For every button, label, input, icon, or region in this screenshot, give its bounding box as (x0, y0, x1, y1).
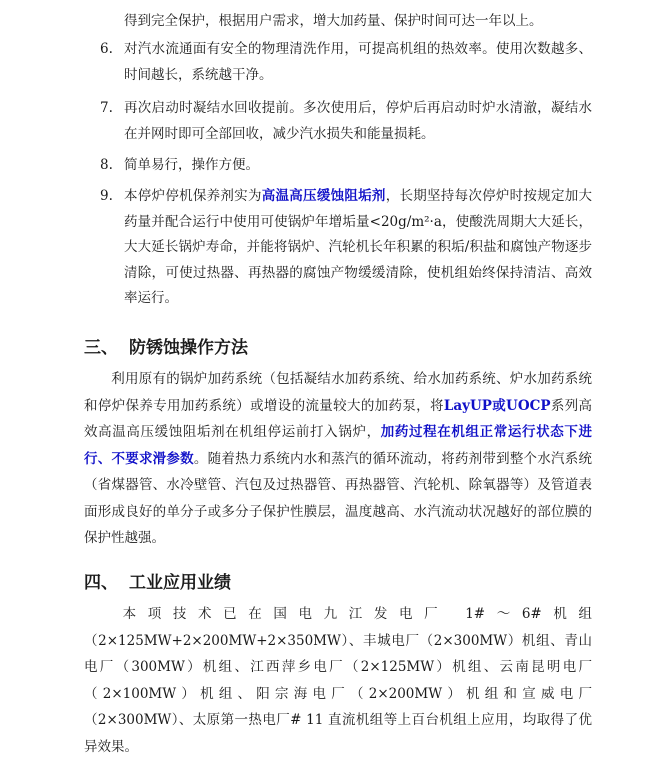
highlight-series-name: LayUP或UOCP (443, 397, 551, 414)
highlight-dosing-note: 加药过程在机组正常运行状态下进行、不要求滑参数 (84, 424, 593, 467)
item-text: 简单易行，操作方便。 (124, 157, 259, 173)
item-number: 9. (100, 188, 113, 204)
paragraph-text: 系列高效高温高压缓蚀阻垢剂在机组停运前打入锅炉， (84, 397, 593, 440)
paragraph-text: 。随着热力系统内水和蒸汽的循环流动，将药剂带到整个水汽系统（省煤器管、水冷壁管、汽包及过热器管、再热器管、汽轮机、除氧器等）及管道表面形成良好的单分子或多分子保护性膜层，温度越高、水汽流动状况越好的部位膜的保护性越强。 (84, 450, 593, 546)
item-number: 7. (100, 100, 113, 116)
item-text: 再次启动时凝结水回收提前。多次使用后，停炉后再启动时炉水清澈，凝结水在并网时即可全部回收，减少汽水损失和能量损耗。 (124, 100, 592, 142)
section-title: 防锈蚀操作方法 (129, 338, 248, 358)
item-text-part: 本停炉停机保养剂实为 (124, 188, 262, 204)
continuation-line: 得到完全保护，根据用户需求，增大加药量、保护时间可达一年以上。 (124, 13, 543, 29)
paragraph-text: 本项技术已在国电九江发电厂 1#～6#机组（2×125MW+2×200MW+2×350MW）、丰城电厂（2×300MW）机组、青山电厂（300MW）机组、江西萍乡电厂（2×125MW）机组、云南昆明电厂（2×100MW）机组、阳宗海电厂（2×200MW）机组和宣威电厂（2×300MW）、太原第一热电厂# 11 直流机组等上百台机组上应用，均取得了优异效果。 (84, 606, 592, 755)
section-title: 工业应用业绩 (129, 573, 231, 593)
section-3-paragraph (84, 366, 592, 552)
section-number: 三、 (84, 338, 118, 358)
paragraph-text: 利用原有的锅炉加药系统（包括凝结水加药系统、给水加药系统、炉水加药系统和停炉保养专用加药系统）或增设的流量较大的加药泵，将 (84, 371, 592, 414)
item-number: 8. (100, 157, 113, 173)
section-number: 四、 (84, 573, 118, 593)
section-heading-4 (84, 570, 231, 596)
item-number: 6. (100, 41, 113, 57)
section-4-paragraph (84, 601, 592, 760)
item-text (124, 184, 592, 312)
item-text-part: ，长期坚持每次停炉时按规定加大药量并配合运行中使用可使锅炉年增垢量<20g/m²·a，使酸洗周期大大延长，大大延长锅炉寿命，并能将锅炉、汽轮机长年积累的积垢/积盐和腐蚀产物逐步清除，可使过热器、再热器的腐蚀产物缓缓清除，使机组始终保持清洁、高效率运行。 (124, 188, 593, 306)
item-text: 对汽水流通面有安全的物理清洗作用，可提高机组的热效率。使用次数越多、时间越长，系统越干净。 (124, 41, 592, 83)
section-heading-3 (84, 335, 248, 361)
highlight-product-name: 高温高压缓蚀阻垢剂 (261, 188, 386, 204)
